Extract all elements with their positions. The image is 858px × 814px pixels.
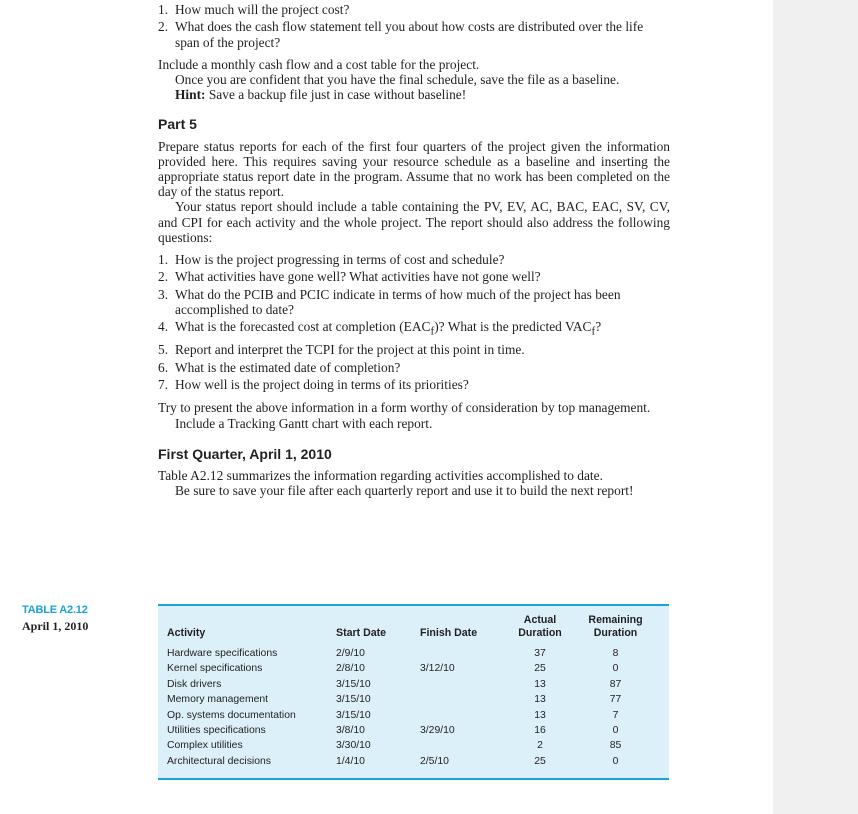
table-cell: 2/5/10 bbox=[420, 755, 449, 767]
list-number: 4. bbox=[158, 319, 169, 335]
right-margin-panel bbox=[773, 0, 858, 814]
table-header-row bbox=[167, 614, 661, 646]
list-number: 1. bbox=[158, 252, 169, 268]
first-quarter-paragraph: Table A2.12 summarizes the information regarding activities accomplished to date. bbox=[158, 468, 603, 484]
table-cell: 3/15/10 bbox=[336, 694, 371, 706]
table-cell: Architectural decisions bbox=[167, 755, 271, 767]
list-text: What activities have gone well? What activities have not gone well? bbox=[175, 269, 541, 285]
table-cell: 3/8/10 bbox=[336, 725, 365, 737]
hint-text: Save a backup file just in case without baseline! bbox=[205, 87, 467, 103]
table-cell: 25 bbox=[534, 755, 546, 767]
table-cell bbox=[420, 692, 510, 707]
table-cell: 7 bbox=[612, 709, 619, 721]
table-cell: Disk drivers bbox=[167, 678, 222, 690]
table-cell: Op. systems documentation bbox=[167, 709, 296, 721]
table-cell: 3/12/10 bbox=[420, 663, 455, 675]
table-cell: 0 bbox=[612, 725, 619, 737]
table-row bbox=[167, 677, 661, 692]
first-quarter-paragraph-2: Be sure to save your file after each quarterly report and use it to build the next report! bbox=[175, 483, 634, 499]
list-text: What do the PCIB and PCIC indicate in terms of how much of the project has been accomplished to date? bbox=[175, 286, 621, 318]
list-number: 6. bbox=[158, 359, 169, 375]
gantt-paragraph: Include a Tracking Gantt chart with each report. bbox=[175, 415, 433, 431]
hint-paragraph bbox=[158, 87, 670, 102]
table-cell: 0 bbox=[612, 663, 619, 675]
list-item bbox=[158, 287, 670, 317]
list-item bbox=[158, 342, 670, 357]
table-cell: 13 bbox=[534, 694, 546, 706]
list-item bbox=[158, 2, 670, 17]
table-cell: 2/9/10 bbox=[336, 648, 365, 659]
table-row bbox=[167, 754, 661, 769]
list-text: How well is the project doing in terms of its priorities? bbox=[175, 377, 469, 393]
table-cell: 25 bbox=[534, 663, 546, 675]
table-cell bbox=[420, 708, 510, 723]
list-number: 2. bbox=[158, 19, 169, 35]
table-caption bbox=[22, 604, 88, 634]
baseline-paragraph: Once you are confident that you have the final schedule, save the file as a baseline. bbox=[175, 72, 620, 87]
table-cell: Hardware specifications bbox=[167, 648, 278, 659]
subscript: f bbox=[591, 326, 596, 339]
cash-flow-paragraph: Include a monthly cash flow and a cost table for the project. bbox=[158, 56, 480, 72]
list-text: What is the forecasted cost at completion (EAC bbox=[175, 319, 431, 335]
list-number: 2. bbox=[158, 269, 169, 285]
list-item bbox=[158, 360, 670, 375]
first-quarter-heading: First Quarter, April 1, 2010 bbox=[158, 445, 332, 462]
list-number: 1. bbox=[158, 2, 169, 17]
table-cell: 77 bbox=[609, 694, 622, 706]
column-header: Remaining Duration bbox=[588, 614, 643, 639]
table-cell: 87 bbox=[609, 678, 622, 690]
subscript: f bbox=[430, 326, 435, 339]
table-cell: 3/30/10 bbox=[336, 740, 371, 752]
list-text: ? bbox=[595, 319, 602, 335]
table-row bbox=[167, 661, 661, 676]
hint-label: Hint: bbox=[175, 87, 206, 103]
table-cell: 8 bbox=[612, 648, 619, 659]
table-cell: Memory management bbox=[167, 694, 269, 706]
table-cell: Utilities specifications bbox=[167, 725, 266, 737]
table-row bbox=[167, 692, 661, 707]
page-content bbox=[158, 0, 670, 498]
table-date: April 1, 2010 bbox=[22, 619, 89, 633]
table-cell: 85 bbox=[609, 740, 622, 752]
table-cell: Complex utilities bbox=[167, 740, 243, 752]
list-text: )? What is the predicted VAC bbox=[434, 319, 592, 335]
table-cell bbox=[420, 677, 510, 692]
list-number: 3. bbox=[158, 286, 169, 302]
list-item bbox=[158, 19, 670, 49]
table-row bbox=[167, 723, 661, 738]
table-cell: 13 bbox=[534, 709, 546, 721]
column-header: Activity bbox=[167, 627, 206, 639]
table-row bbox=[167, 738, 661, 753]
top-questions-list bbox=[158, 2, 670, 50]
table-cell bbox=[420, 738, 510, 753]
column-header: Actual Duration bbox=[518, 614, 562, 639]
table-cell: 3/15/10 bbox=[336, 709, 371, 721]
list-item bbox=[158, 377, 670, 392]
part5-paragraph: Prepare status reports for each of the first four quarters of the project given the information provided here. This requires saving your resource schedule as a baseline and inserting the appropriate status report date in the program. Assume that no work has been completed on the day of the status report. bbox=[158, 138, 670, 200]
list-text: Report and interpret the TCPI for the project at this point in time. bbox=[175, 342, 525, 358]
activities-table bbox=[158, 604, 669, 780]
list-text: How is the project progressing in terms of cost and schedule? bbox=[175, 252, 505, 268]
table-row bbox=[167, 708, 661, 723]
list-item bbox=[158, 269, 670, 284]
list-item bbox=[158, 319, 670, 340]
table-cell: 3/29/10 bbox=[420, 725, 455, 737]
list-text: What does the cash flow statement tell you about how costs are distributed over the life span of the project? bbox=[175, 19, 644, 50]
column-header: Finish Date bbox=[420, 627, 478, 639]
list-text: How much will the project cost? bbox=[175, 2, 350, 17]
table-cell: Kernel specifications bbox=[167, 663, 263, 675]
list-item bbox=[158, 252, 670, 267]
table-cell: 2/8/10 bbox=[336, 663, 365, 675]
table-row bbox=[167, 646, 661, 661]
part5-questions-list bbox=[158, 252, 670, 392]
table-cell: 3/15/10 bbox=[336, 678, 371, 690]
part5-paragraph-2: Your status report should include a table containing the PV, EV, AC, BAC, EAC, SV, CV, and CPI for each activity and the whole project. The report should also address the following questions: bbox=[158, 199, 670, 245]
table-cell bbox=[420, 646, 510, 661]
list-text: What is the estimated date of completion? bbox=[175, 359, 401, 375]
list-number: 5. bbox=[158, 342, 169, 358]
table-label: TABLE A2.12 bbox=[22, 604, 88, 616]
table-cell: 13 bbox=[534, 678, 546, 690]
part5-heading: Part 5 bbox=[158, 116, 197, 133]
table-cell: 37 bbox=[534, 648, 546, 659]
table-cell: 1/4/10 bbox=[336, 755, 365, 767]
list-number: 7. bbox=[158, 377, 169, 393]
table-cell: 2 bbox=[537, 740, 543, 752]
column-header: Start Date bbox=[336, 627, 387, 639]
table-cell: 0 bbox=[612, 755, 619, 767]
table-cell: 16 bbox=[534, 725, 546, 737]
present-paragraph: Try to present the above information in a form worthy of consideration by top management. bbox=[158, 400, 651, 416]
